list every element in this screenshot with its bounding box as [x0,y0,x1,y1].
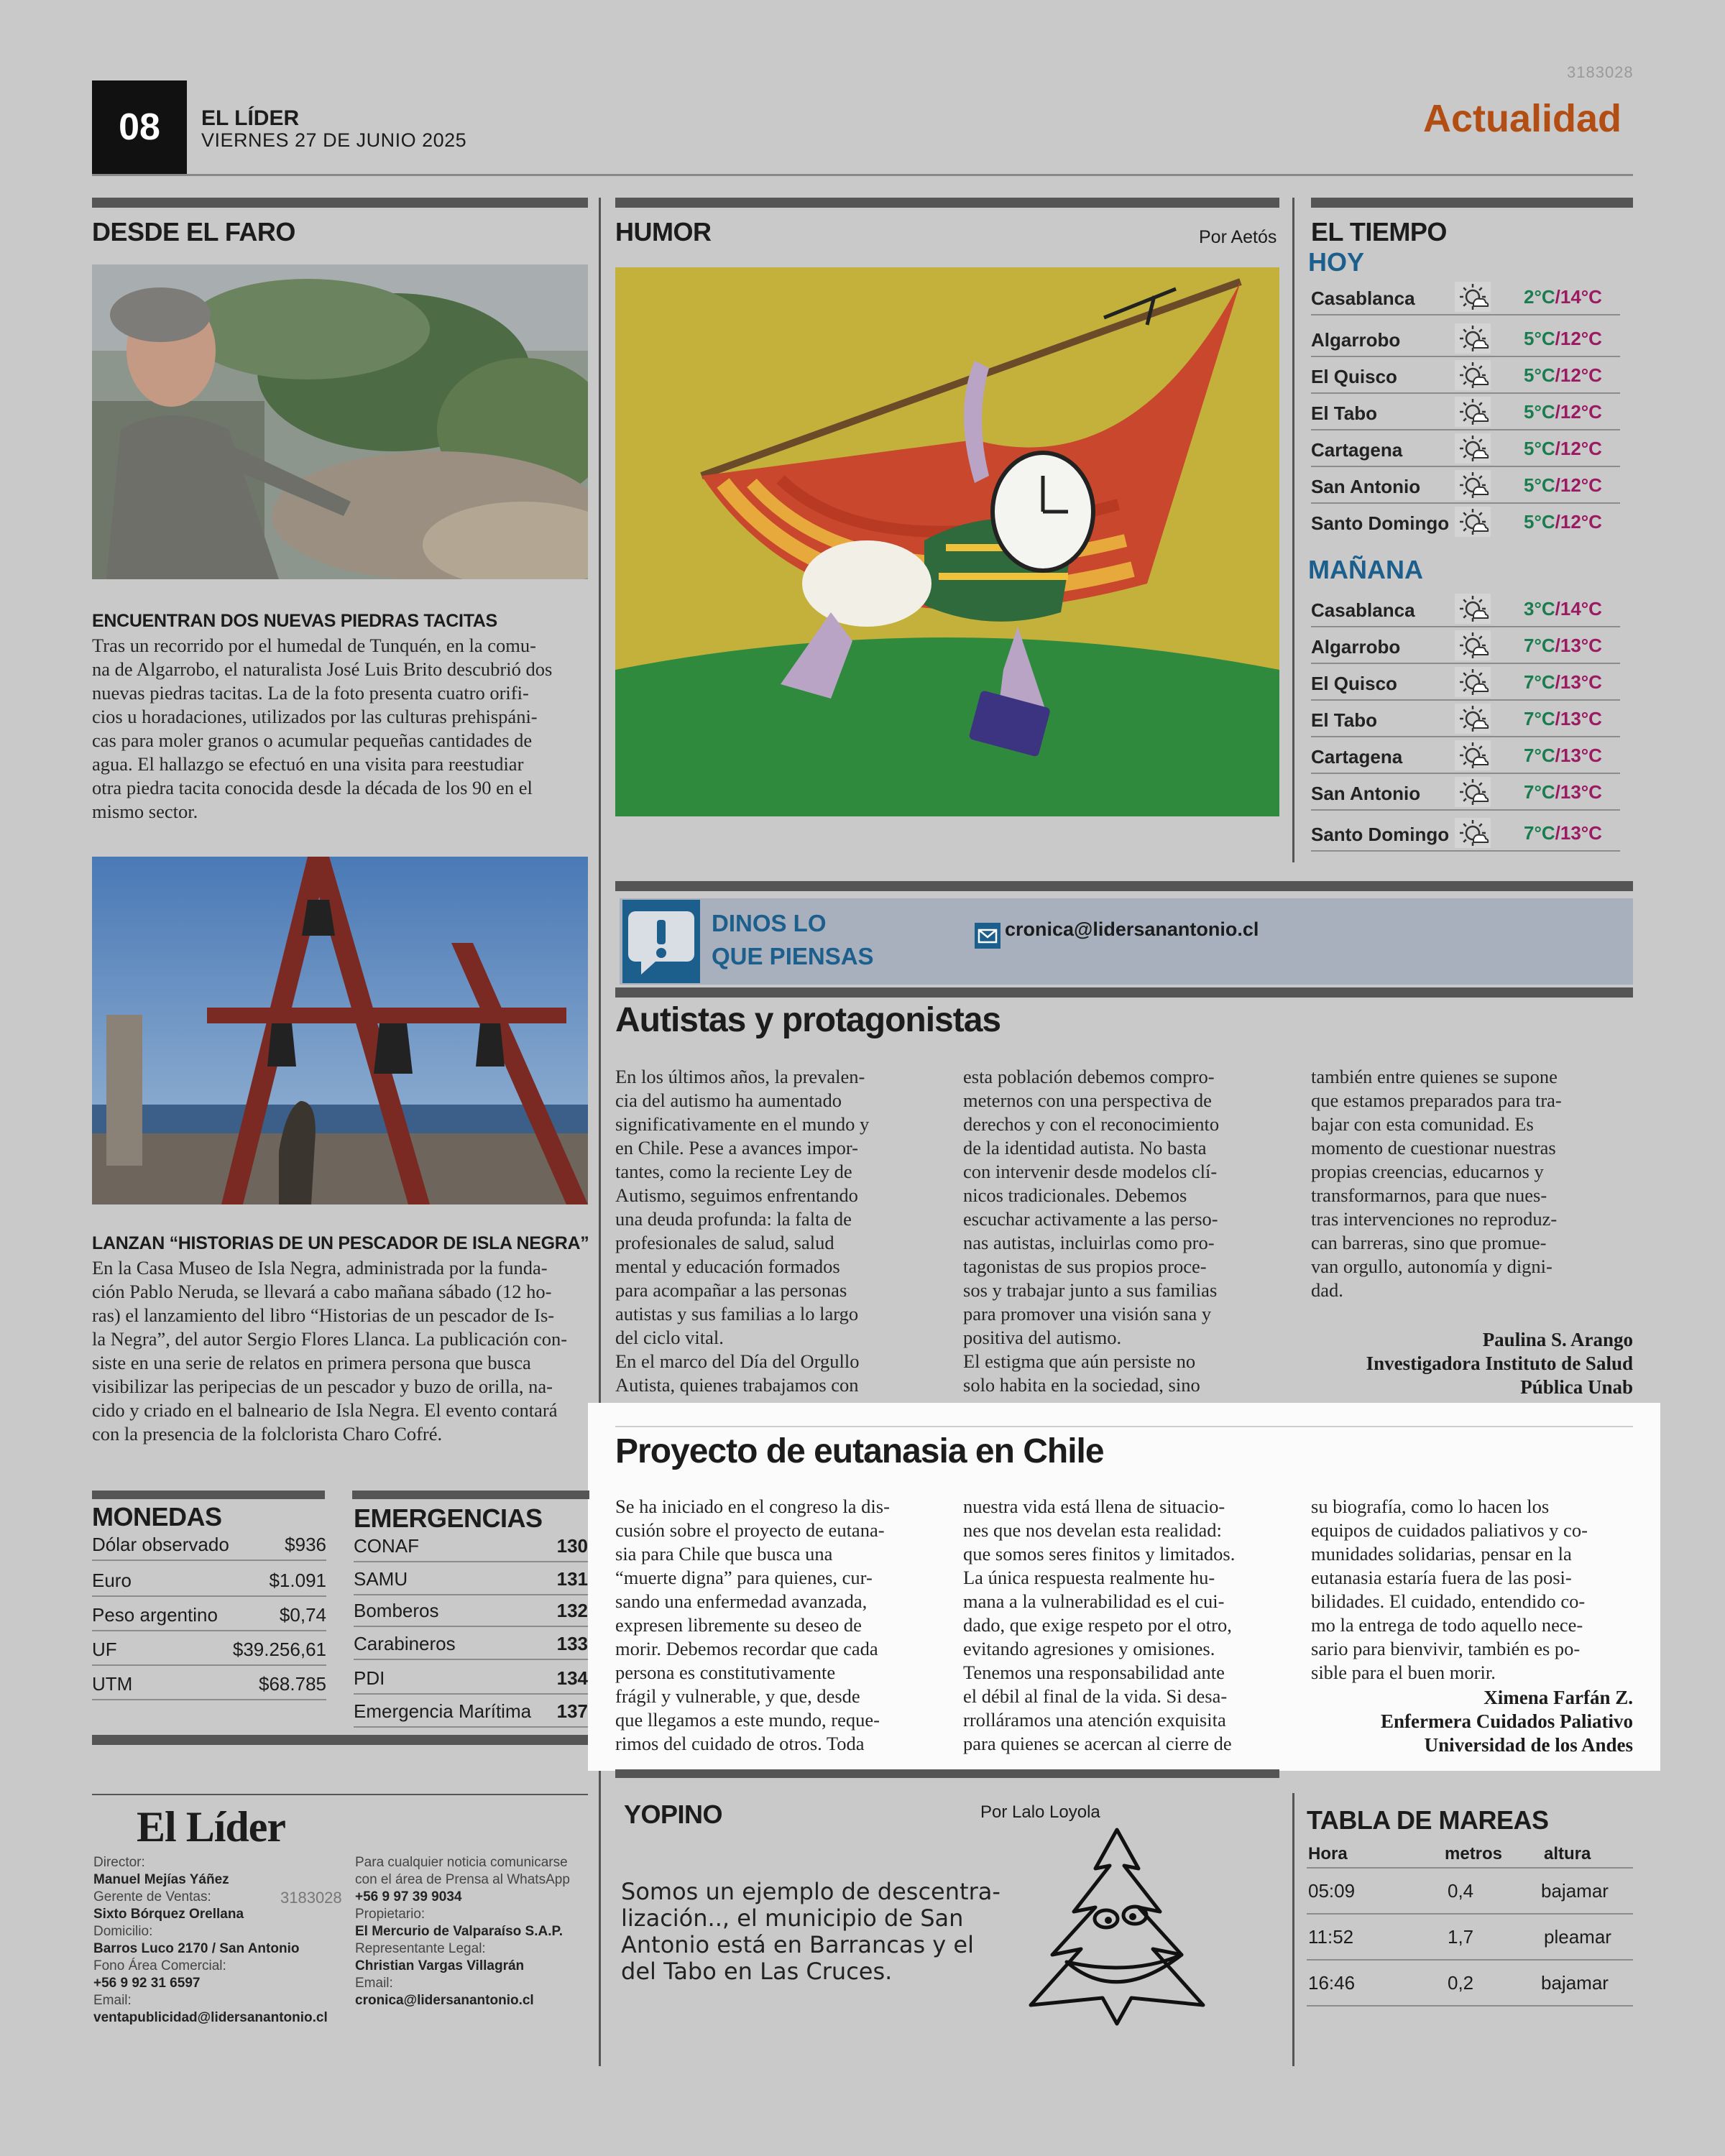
masthead-logo: El Líder [137,1803,286,1851]
partly-sunny-icon [1455,433,1491,464]
article2-col3: su biografía, como lo hacen los equipos de cuidados paliativos y co- munidades solidarias, pensar en la eutanasia estaría fuera de las posi- bilidades. El cuidado, entendido co- mo la entrega de todo aquello nece- sario para bienvivir, también es po- sible para el buen morir. [1311,1496,1588,1683]
weather-row: Casablanca 2°C/14°C [1311,279,1620,315]
humor-title: HUMOR [615,217,712,247]
humor-top-bar [615,198,1279,208]
column-rule-weather [1292,198,1294,862]
exclamation-icon [622,900,700,983]
article2-title: Proyecto de eutanasia en Chile [615,1432,1104,1470]
monedas-title: MONEDAS [92,1502,222,1531]
emergencias-title: EMERGENCIAS [354,1503,543,1533]
table-row: UTM $68.785 [92,1666,326,1700]
table-row: PDI 134 [354,1660,588,1695]
weather-top-bar [1311,198,1633,208]
edition-id: 3183028 [1567,63,1634,81]
humor-cartoon [615,267,1279,816]
weather-row: Algarrobo 5°C/12°C [1311,321,1620,357]
faro-title: DESDE EL FARO [92,217,295,247]
partly-sunny-icon [1455,594,1491,624]
weather-row: San Antonio 5°C/12°C [1311,467,1620,504]
faro-photo-isla-negra [92,857,588,1204]
section-name: Actualidad [1423,97,1622,140]
faro-item1-body: Tras un recorrido por el humedal de Tunquén, en la comu- na de Algarrobo, el naturalista José Luis Brito descubrió dos nuevas piedras tacitas. La de la foto presenta cuatro orifi- cios u horadaciones, utilizados por las culturas prehispáni- cas para moler granos o acumular pequeñas cantidades de agua. El hallazgo se efectuó en una visita para reestudiar otra piedra tacita conocida desde la década de los 90 en el mismo sector. [92,635,553,822]
weather-row: San Antonio 7°C/13°C [1311,774,1620,811]
table-row: Bomberos 132 [354,1593,588,1627]
yopino-top-bar [615,1769,1279,1778]
partly-sunny-icon [1455,667,1491,697]
article2-col1: Se ha iniciado en el congreso la dis- cusión sobre el proyecto de eutana- sia para Chile que busca una “muerte digna” para quienes, cur- sando una enfermedad avanzada, expresen libremente su deseo de morir. Debemos recordar que cada persona es constitutivamente frágil y vulnerable, y que, desde que llegamos a este mundo, reque- rimos del cuidado de otros. Toda [615,1496,890,1754]
weather-today-label: HOY [1308,247,1365,277]
yopino-byline: Por Lalo Loyola [980,1802,1100,1822]
header-rule [92,174,1633,176]
partly-sunny-icon [1455,397,1491,427]
table-row: Dólar observado $936 [92,1526,326,1561]
table-row: Peso argentino $0,74 [92,1597,326,1631]
faro-item2-body: En la Casa Museo de Isla Negra, administrada por la funda- ción Pablo Neruda, se llevará a cabo mañana sábado (12 ho- ras) el lanzamiento del libro “Historias de un pescador de Is- la Negra”, del autor Sergio Flores Llanca. La publicación con- siste en una serie de relatos en primera persona que busca visibilizar las peripecias de un pescador y buzo de orilla, na- cido y criado en el balneario de Isla Negra. El evento contará con la presencia de la folclorista Charo Cofré. [92,1257,568,1445]
masthead-id: 3183028 [280,1889,342,1907]
article2-signature: Ximena Farfán Z. Enfermera Cuidados Paliativo Universidad de los Andes [1381,1687,1633,1756]
column-rule-left [599,198,601,2066]
weather-row: El Tabo 5°C/12°C [1311,394,1620,430]
table-row: 16:46 0,2 bajamar [1307,1962,1633,2007]
masthead-rule [92,1794,588,1795]
faro-item2-title: LANZAN “HISTORIAS DE UN PESCADOR DE ISLA NEGRA” [92,1233,589,1253]
weather-row: Cartagena 7°C/13°C [1311,737,1620,774]
partly-sunny-icon [1455,360,1491,390]
partly-sunny-icon [1455,740,1491,770]
table-row: 05:09 0,4 bajamar [1307,1870,1633,1915]
monedas-top-bar [92,1491,325,1499]
table-row: UF $39.256,61 [92,1631,326,1666]
yopino-title: YOPINO [624,1800,723,1829]
table-row: Emergencia Marítima 137 [354,1693,588,1728]
partly-sunny-icon [1455,282,1491,312]
table-row: CONAF 130 [354,1528,588,1562]
column-rule-mareas [1292,1793,1294,2066]
banner-bottom-bar [615,987,1633,998]
tables-bottom-bar [92,1735,588,1745]
weather-row: El Quisco 7°C/13°C [1311,664,1620,701]
yopino-text: Somos un ejemplo de descentra- lización.., el municipio de San Antonio está en Barrancas y el del Tabo en Las Cruces. [621,1878,1000,1985]
weather-title: EL TIEMPO [1311,217,1447,247]
masthead-right: Para cualquier noticia comunicarse con el área de Prensa al WhatsApp +56 9 97 39 9034 Propietario: El Mercurio de Valparaíso S.A.P. Representante Legal: Christian Vargas Villagrán Email: cronica@lidersanantonio.cl [355,1855,570,2008]
mareas-title: TABLA DE MAREAS [1307,1805,1549,1835]
paper-name: EL LÍDER [201,106,300,130]
article1-title: Autistas y protagonistas [615,1001,1001,1039]
article1-col3: también entre quienes se supone que estamos preparados para tra- bajar con esta comunidad. Es momento de cuestionar nuestras propias creencias, educarnos y transformarnos, para que nues- tras intervenciones no reproduz- can barreras, sino que promue- van orgullo, autonomía y digni- dad. [1311,1066,1562,1301]
weather-row: Casablanca 3°C/14°C [1311,591,1620,627]
article2-col2: nuestra vida está llena de situacio- nes que nos develan esta realidad: que somos seres finitos y limitados. La única respuesta realmente hu- mana a la vulnerabilidad es el cui- dado, que exige respeto por el otro, evitando agresiones y omisiones. Tenemos una responsabilidad ante el débil al final de la vida. Si desa- rrolláramos una atención exquisita para quienes se acercan al cierre de [963,1496,1236,1754]
envelope-icon [975,923,1000,949]
weather-tomorrow-label: MAÑANA [1308,555,1423,584]
paper-date: VIERNES 27 DE JUNIO 2025 [201,129,467,151]
weather-row: El Quisco 5°C/12°C [1311,357,1620,394]
humor-byline: Por Aetós [1199,227,1277,247]
faro-photo-tacitas [92,264,588,579]
mareas-header: Hora metros altura [1307,1840,1633,1869]
weather-row: Algarrobo 7°C/13°C [1311,627,1620,664]
weather-row: Cartagena 5°C/12°C [1311,430,1620,467]
article1-col1: En los últimos años, la prevalen- cia del autismo ha aumentado significativamente en el mundo y en Chile. Pese a avances impor- tantes, como la reciente Ley de Autismo, seguimos enfrentando una deuda profunda: la falta de profesionales de salud, salud mental y educación formados para acompañar a las personas autistas y sus familias a lo largo del ciclo vital. En el marco del Día del Orgullo Autista, quienes trabajamos con [615,1066,870,1396]
faro-top-bar [92,198,588,208]
emergencias-top-bar [352,1491,589,1499]
masthead-left: Director: Manuel Mejías Yáñez Gerente de Ventas: Sixto Bórquez Orellana Domicilio: Barros Luco 2170 / San Antonio Fono Área Comercial: +56 9 92 31 6597 Email: ventapublicidad@lidersanantonio.cl [93,1855,328,2025]
article1-col2: esta población debemos compro- meternos con una perspectiva de derechos y con el reconocimiento de la identidad autista. No basta con intervenir desde modelos clí- nicos tradicionales. Debemos escuchar activamente a las perso- nas autistas, incluirlas como pro- tagonistas de sus propios proce- sos y trabajar junto a sus familias para promover una visión sana y positiva del autismo. El estigma que aún persiste no solo habita en la sociedad, sino [963,1066,1220,1396]
article2-top-rule [615,1426,1633,1427]
table-row: SAMU 131 [354,1561,588,1595]
table-row: 11:52 1,7 pleamar [1307,1916,1633,1961]
partly-sunny-icon [1455,470,1491,500]
table-row: Euro $1.091 [92,1562,326,1597]
partly-sunny-icon [1455,818,1491,848]
banner-email[interactable]: cronica@lidersanantonio.cl [1005,918,1259,940]
partly-sunny-icon [1455,630,1491,660]
article1-signature: Paulina S. Arango Investigadora Instituto de Salud Pública Unab [1366,1329,1633,1398]
banner-heading: DINOS LO QUE PIENSAS [712,910,874,969]
table-row: Carabineros 133 [354,1626,588,1660]
page-number: 08 [92,80,187,174]
weather-row: Santo Domingo 7°C/13°C [1311,815,1620,852]
weather-row: Santo Domingo 5°C/12°C [1311,504,1620,540]
faro-item1-title: ENCUENTRAN DOS NUEVAS PIEDRAS TACITAS [92,611,497,631]
partly-sunny-icon [1455,777,1491,807]
banner-top-bar [615,881,1633,891]
partly-sunny-icon [1455,704,1491,734]
pine-tree-cartoon [1009,1825,1225,2028]
partly-sunny-icon [1455,507,1491,537]
weather-row: El Tabo 7°C/13°C [1311,701,1620,737]
partly-sunny-icon [1455,323,1491,354]
